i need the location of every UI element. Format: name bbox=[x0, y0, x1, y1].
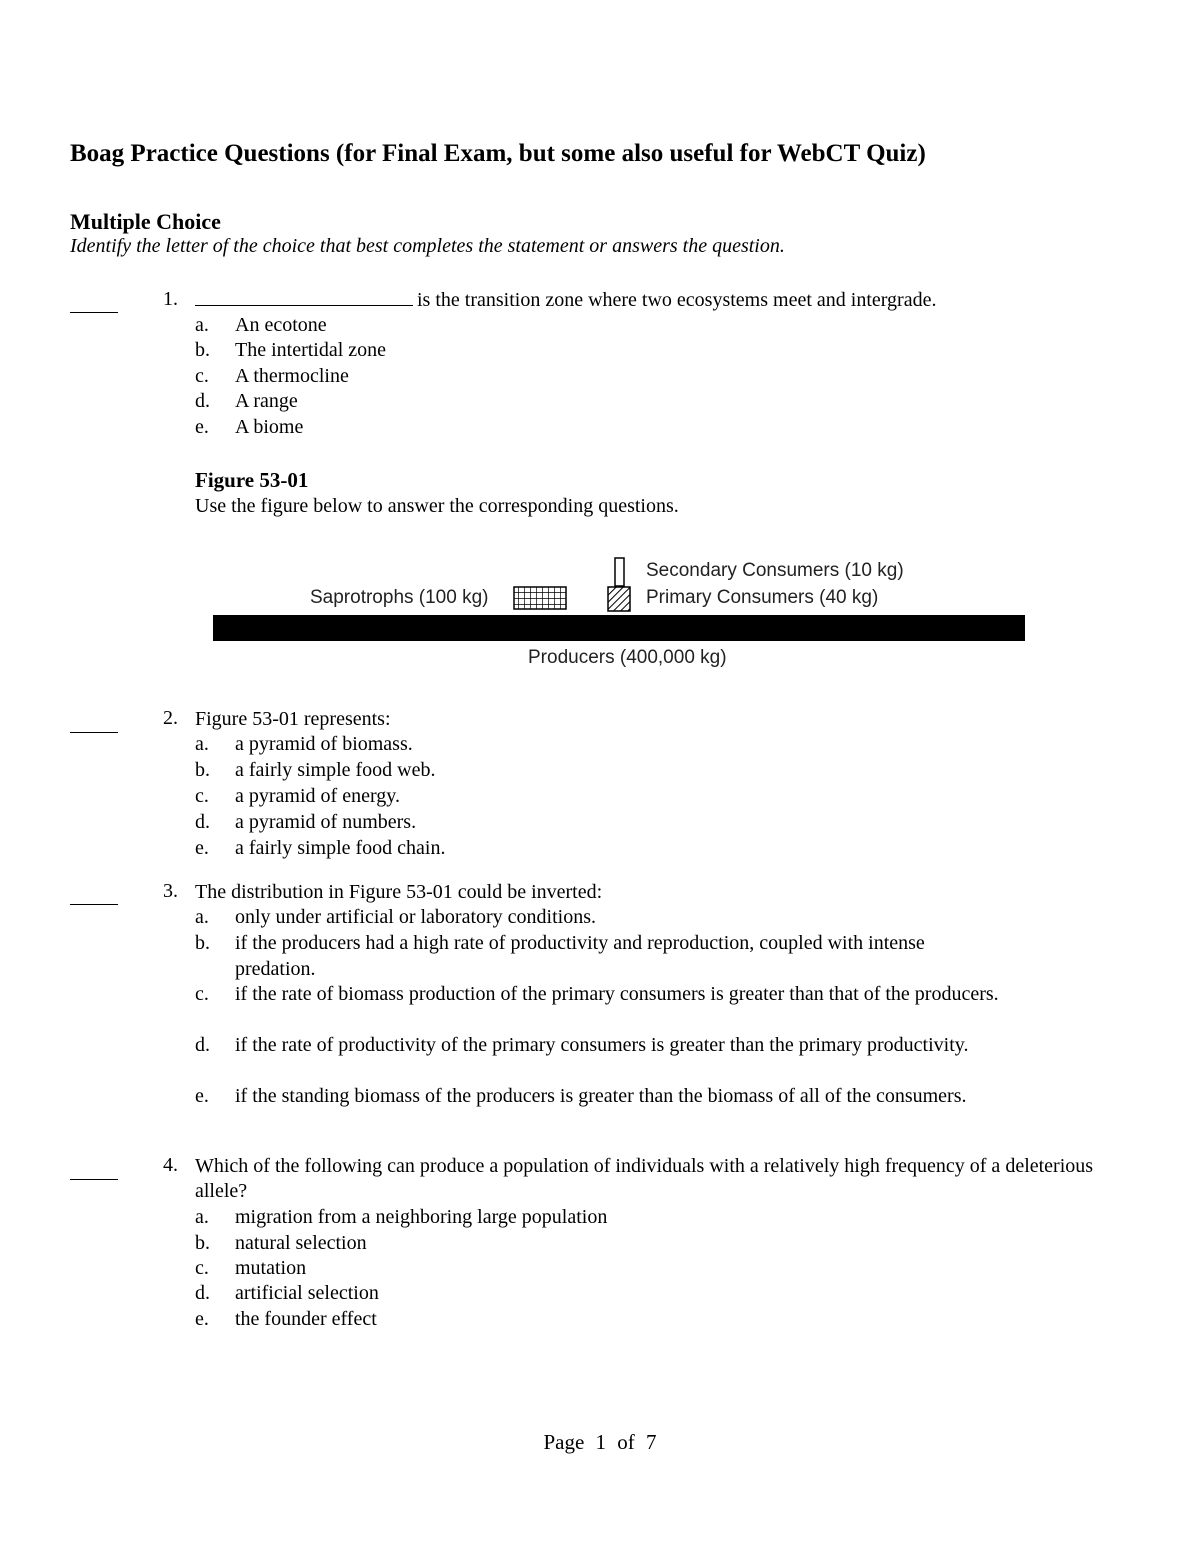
producers-bar bbox=[213, 615, 1025, 641]
question-text-1 bbox=[195, 288, 936, 313]
option-text: An ecotone bbox=[235, 314, 327, 336]
biomass-pyramid-figure bbox=[200, 550, 1040, 680]
option-letter: b. bbox=[195, 932, 210, 954]
answer-blank-2[interactable] bbox=[70, 732, 118, 733]
document-title: Boag Practice Questions (for Final Exam, but some also useful for WebCT Quiz) bbox=[70, 140, 926, 167]
page-number: Page 1 of 7 bbox=[543, 1430, 657, 1454]
fill-in-blank bbox=[195, 305, 413, 306]
option-text: artificial selection bbox=[235, 1282, 379, 1304]
option-letter: a. bbox=[195, 314, 209, 336]
saprotrophs-label: Saprotrophs (100 kg) bbox=[310, 587, 489, 608]
option-letter: e. bbox=[195, 1085, 209, 1107]
instructions: Identify the letter of the choice that best completes the statement or answers the question. bbox=[70, 235, 785, 257]
question-number-3: 3. bbox=[163, 880, 178, 902]
option-letter: a. bbox=[195, 733, 209, 755]
option-text: a pyramid of numbers. bbox=[235, 811, 417, 833]
option-text: A thermocline bbox=[235, 365, 349, 387]
producers-label: Producers (400,000 kg) bbox=[528, 647, 727, 668]
option-text: if the rate of biomass production of the primary consumers is greater than that of the producers. bbox=[235, 983, 999, 1005]
option-letter: b. bbox=[195, 1232, 210, 1254]
question-number-1: 1. bbox=[163, 288, 178, 310]
option-letter: c. bbox=[195, 785, 209, 807]
option-text: A biome bbox=[235, 416, 304, 438]
option-text: migration from a neighboring large population bbox=[235, 1206, 608, 1228]
question-number-2: 2. bbox=[163, 707, 178, 729]
saprotrophs-bar bbox=[514, 587, 566, 609]
option-text: only under artificial or laboratory conditions. bbox=[235, 906, 597, 928]
question-text-4: Which of the following can produce a population of individuals with a relatively high frequency of a deleterious allele? bbox=[195, 1155, 1094, 1202]
primary-consumers-label: Primary Consumers (40 kg) bbox=[646, 587, 879, 608]
option-letter: d. bbox=[195, 1034, 210, 1056]
option-text: a fairly simple food chain. bbox=[235, 837, 446, 859]
question-text-3: The distribution in Figure 53-01 could be inverted: bbox=[195, 881, 603, 903]
option-text: mutation bbox=[235, 1257, 307, 1279]
option-text: a pyramid of energy. bbox=[235, 785, 400, 807]
option-letter: c. bbox=[195, 1257, 209, 1279]
option-text: if the standing biomass of the producers is greater than the biomass of all of the consumers. bbox=[235, 1085, 967, 1107]
option-text: The intertidal zone bbox=[235, 339, 387, 361]
section-heading: Multiple Choice bbox=[70, 209, 221, 234]
answer-blank-4[interactable] bbox=[70, 1179, 118, 1180]
answer-blank-3[interactable] bbox=[70, 904, 118, 905]
option-letter: e. bbox=[195, 837, 209, 859]
question-number-4: 4. bbox=[163, 1154, 178, 1176]
option-letter: a. bbox=[195, 906, 209, 928]
option-text: a fairly simple food web. bbox=[235, 759, 436, 781]
option-letter: b. bbox=[195, 339, 210, 361]
secondary-consumers-bar bbox=[615, 558, 624, 586]
figure-title: Figure 53-01 bbox=[195, 468, 309, 492]
option-letter: c. bbox=[195, 983, 209, 1005]
figure-caption: Use the figure below to answer the corresponding questions. bbox=[195, 495, 679, 517]
option-letter: d. bbox=[195, 1282, 210, 1304]
option-letter: d. bbox=[195, 811, 210, 833]
primary-consumers-bar bbox=[608, 587, 630, 611]
question-text-2: Figure 53-01 represents: bbox=[195, 708, 391, 730]
option-text: if the producers had a high rate of productivity and reproduction, coupled with intense predation. bbox=[235, 932, 925, 980]
option-text: natural selection bbox=[235, 1232, 367, 1254]
question-text-1-body: is the transition zone where two ecosystems meet and intergrade. bbox=[417, 289, 937, 311]
option-text: if the rate of productivity of the primary consumers is greater than the primary productivity. bbox=[235, 1034, 969, 1056]
option-letter: e. bbox=[195, 1308, 209, 1330]
option-text: the founder effect bbox=[235, 1308, 377, 1330]
option-text: a pyramid of biomass. bbox=[235, 733, 413, 755]
option-text: A range bbox=[235, 390, 298, 412]
option-letter: b. bbox=[195, 759, 210, 781]
option-letter: d. bbox=[195, 390, 210, 412]
option-letter: c. bbox=[195, 365, 209, 387]
option-letter: e. bbox=[195, 416, 209, 438]
secondary-consumers-label: Secondary Consumers (10 kg) bbox=[646, 560, 904, 581]
option-letter: a. bbox=[195, 1206, 209, 1228]
answer-blank-1[interactable] bbox=[70, 312, 118, 313]
